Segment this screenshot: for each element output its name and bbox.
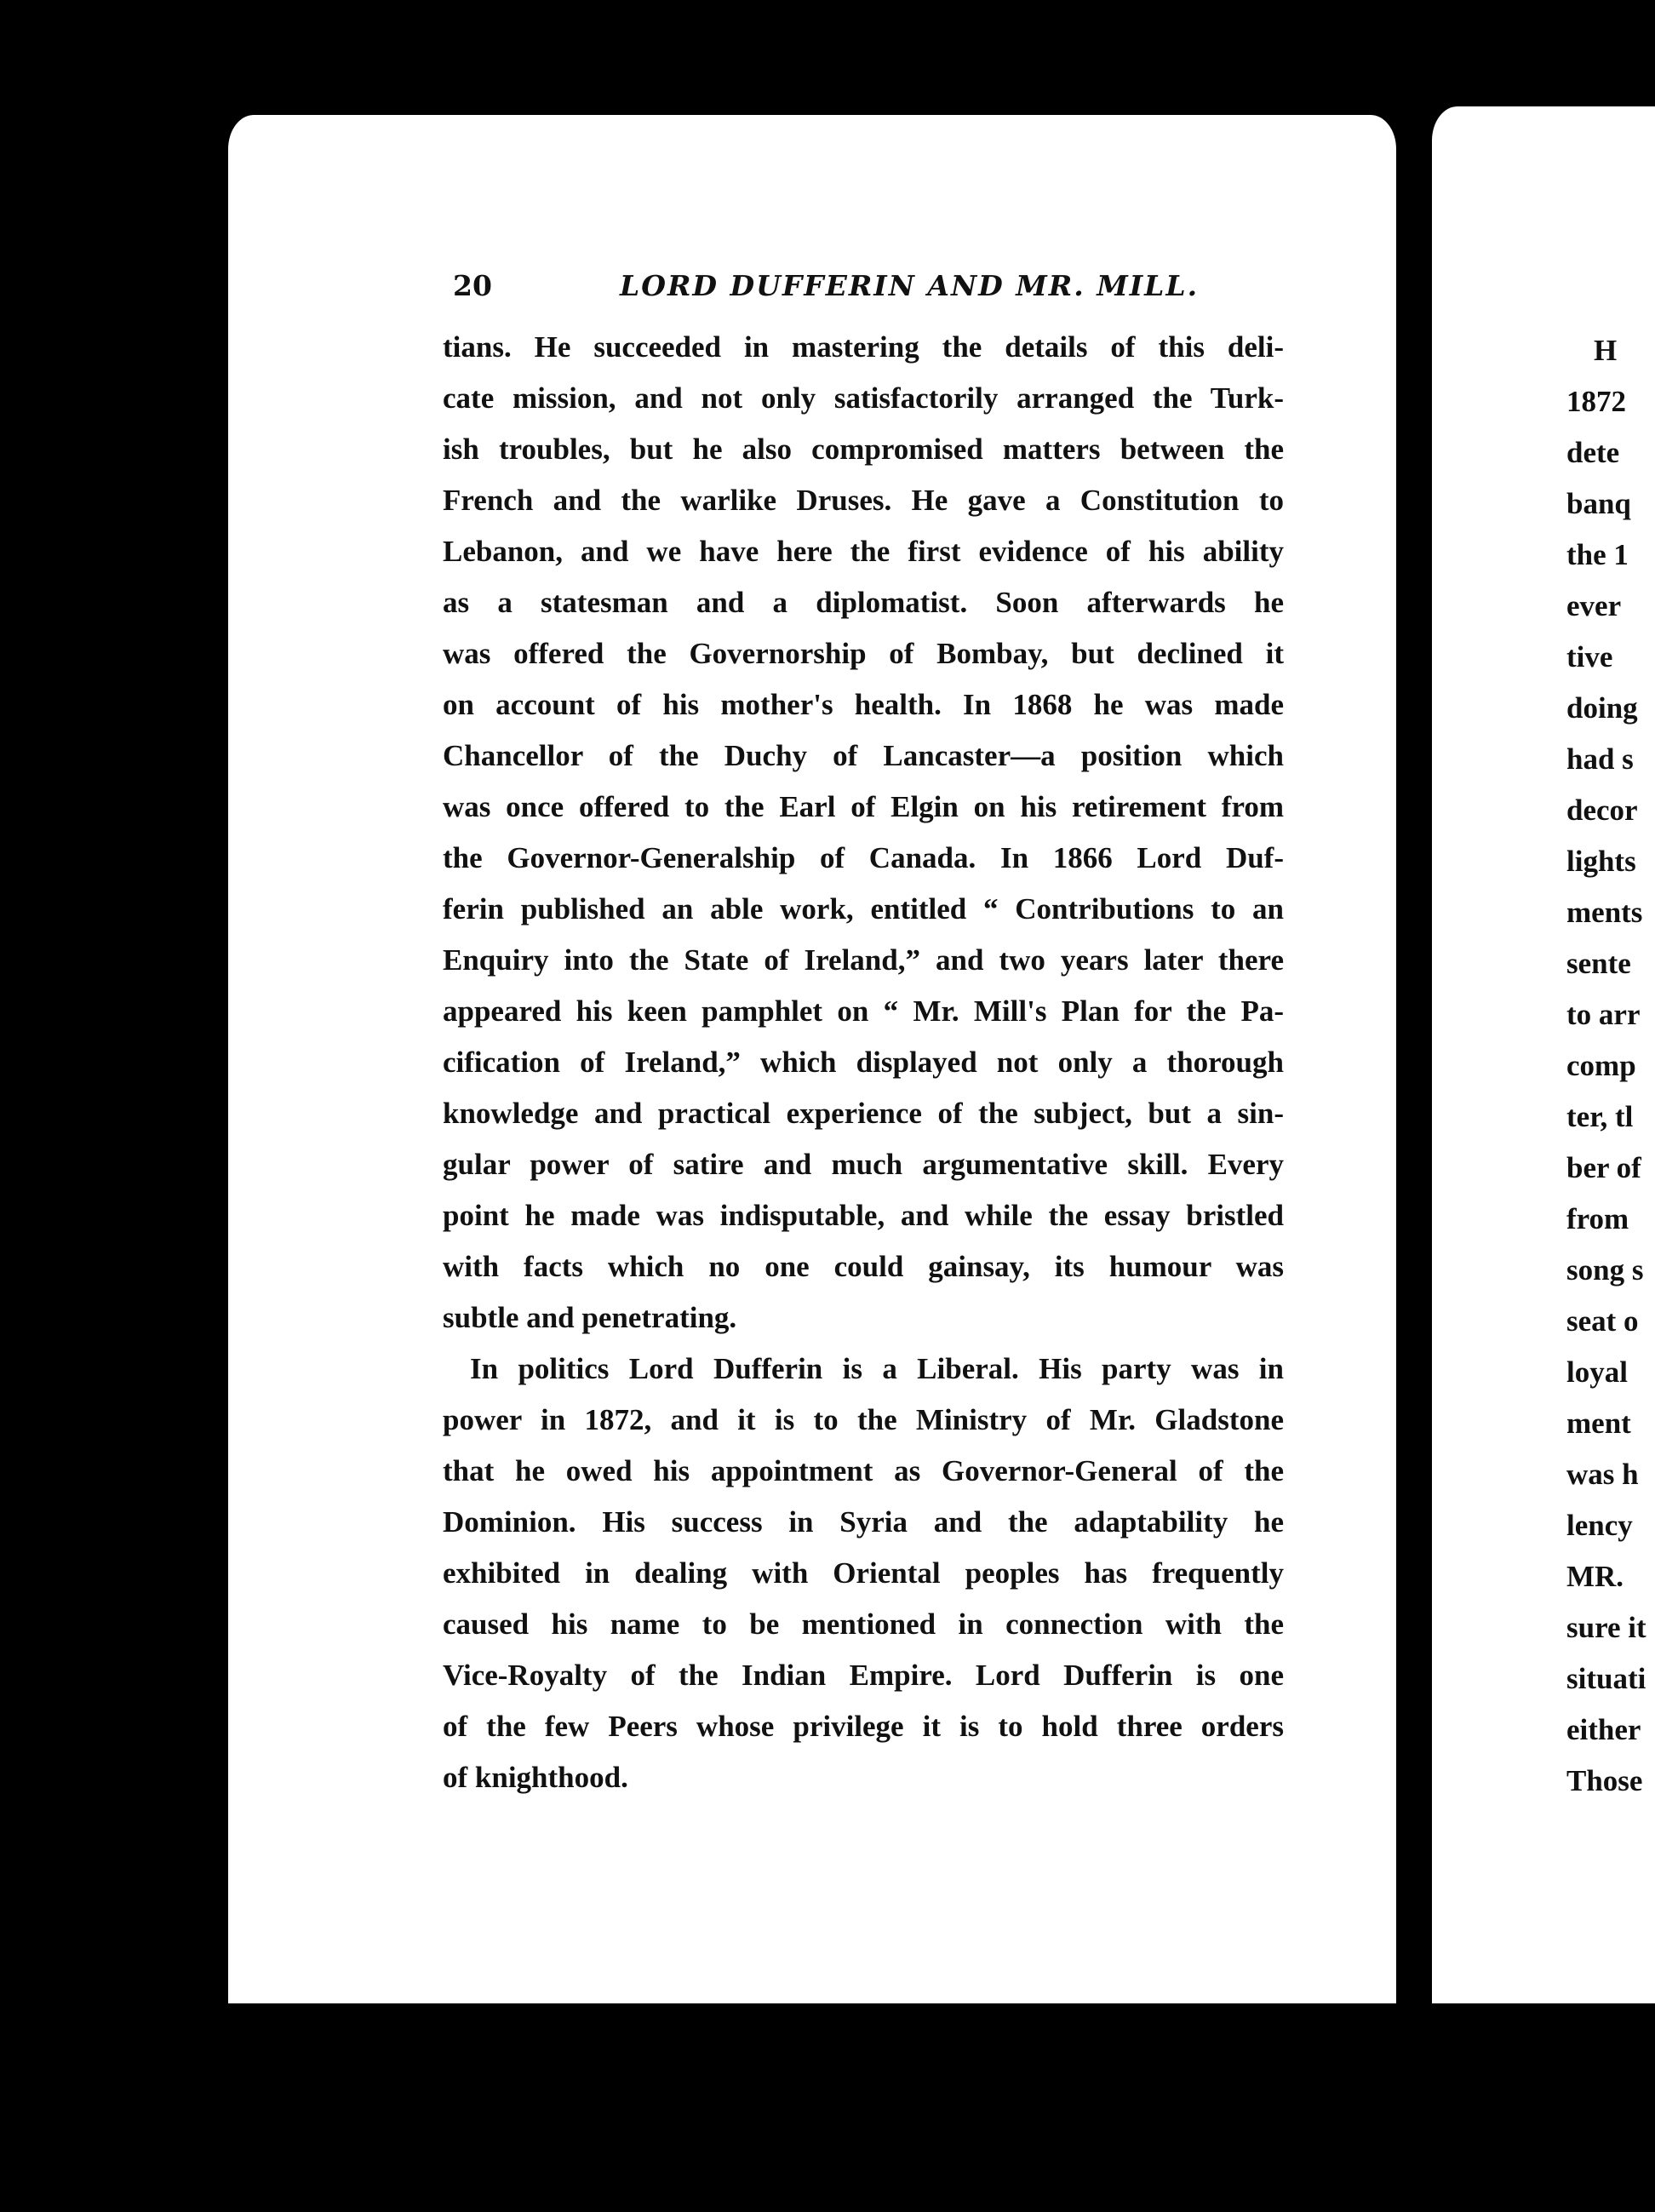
facing-line: sente	[1566, 947, 1631, 980]
text-line: Enquiry into the State of Ireland,” and two years later there	[443, 943, 1284, 977]
facing-line: banq	[1566, 487, 1631, 520]
text-line: subtle and penetrating.	[443, 1301, 737, 1334]
facing-line: tive	[1566, 640, 1613, 673]
text-line: of knighthood.	[443, 1761, 628, 1794]
facing-line: sure it	[1566, 1611, 1646, 1644]
facing-line: doing	[1566, 691, 1638, 725]
facing-line: had s	[1566, 742, 1634, 776]
text-line: point he made was indisputable, and while the essay bristled	[443, 1199, 1284, 1232]
text-line: gular power of satire and much argumentative skill. Every	[443, 1148, 1284, 1181]
text-line: ferin published an able work, entitled “ Contributions to an	[443, 892, 1284, 925]
facing-line: seat o	[1566, 1304, 1639, 1338]
text-line: Dominion. His success in Syria and the adaptability he	[443, 1505, 1284, 1539]
facing-line: either	[1566, 1713, 1641, 1746]
text-line: the Governor-Generalship of Canada. In 1866 Lord Duf-	[443, 841, 1284, 874]
text-line: was once offered to the Earl of Elgin on his retirement from	[443, 790, 1284, 823]
page-header	[0, 269, 1655, 312]
text-line: Chancellor of the Duchy of Lancaster—a position which	[443, 739, 1284, 772]
text-line: exhibited in dealing with Oriental peoples has frequently	[443, 1556, 1284, 1590]
text-line: ish troubles, but he also compromised matters between the	[443, 433, 1284, 466]
text-line: French and the warlike Druses. He gave a Constitution to	[443, 484, 1284, 517]
body-text	[443, 322, 1284, 1803]
facing-line: song s	[1566, 1253, 1644, 1287]
facing-line: ber of	[1566, 1151, 1641, 1184]
text-line: power in 1872, and it is to the Ministry of Mr. Gladstone	[443, 1403, 1284, 1436]
facing-line: to arr	[1566, 998, 1641, 1031]
text-line: Vice-Royalty of the Indian Empire. Lord Dufferin is one	[443, 1659, 1284, 1692]
facing-line: MR.	[1566, 1560, 1624, 1593]
running-head: LORD DUFFERIN AND MR. MILL.	[620, 269, 1200, 302]
facing-line: ment	[1566, 1407, 1631, 1440]
facing-line: dete	[1566, 436, 1620, 469]
facing-line: comp	[1566, 1049, 1636, 1082]
text-line: with facts which no one could gainsay, its humour was	[443, 1250, 1284, 1283]
text-line: tians. He succeeded in mastering the details of this deli-	[443, 330, 1284, 364]
text-line: Lebanon, and we have here the first evidence of his ability	[443, 535, 1284, 568]
paragraph-1	[443, 322, 1284, 1344]
text-line: knowledge and practical experience of the subject, but a sin-	[443, 1097, 1284, 1130]
facing-line: ments	[1566, 896, 1643, 929]
text-line: cification of Ireland,” which displayed not only a thorough	[443, 1046, 1284, 1079]
facing-line: ever	[1566, 589, 1622, 622]
facing-line: Those	[1566, 1764, 1643, 1797]
text-line: was offered the Governorship of Bombay, but declined it	[443, 637, 1284, 670]
facing-line: lights	[1566, 845, 1636, 878]
paragraph-2	[443, 1344, 1284, 1803]
facing-line: lency	[1566, 1509, 1633, 1542]
text-line: cate mission, and not only satisfactorily arranged the Turk-	[443, 381, 1284, 415]
facing-line: H	[1594, 334, 1618, 367]
facing-line: from	[1566, 1202, 1629, 1235]
facing-line: situati	[1566, 1662, 1646, 1695]
facing-page-text	[1566, 325, 1655, 1807]
text-line: appeared his keen pamphlet on “ Mr. Mill's Plan for the Pa-	[443, 994, 1284, 1028]
text-line: that he owed his appointment as Governor-General of the	[443, 1454, 1284, 1487]
facing-line: the 1	[1566, 538, 1629, 571]
facing-line: decor	[1566, 794, 1638, 827]
facing-line: loyal	[1566, 1355, 1628, 1389]
text-line: on account of his mother's health. In 1868 he was made	[443, 688, 1284, 721]
facing-line: 1872	[1566, 385, 1626, 418]
text-line: caused his name to be mentioned in connection with the	[443, 1607, 1284, 1641]
page-number: 20	[453, 269, 492, 302]
text-line: In politics Lord Dufferin is a Liberal. His party was in	[470, 1352, 1284, 1385]
facing-line: was h	[1566, 1458, 1639, 1491]
text-line: as a statesman and a diplomatist. Soon afterwards he	[443, 586, 1284, 619]
facing-line: ter, tl	[1566, 1100, 1634, 1133]
text-line: of the few Peers whose privilege it is to hold three orders	[443, 1710, 1284, 1743]
